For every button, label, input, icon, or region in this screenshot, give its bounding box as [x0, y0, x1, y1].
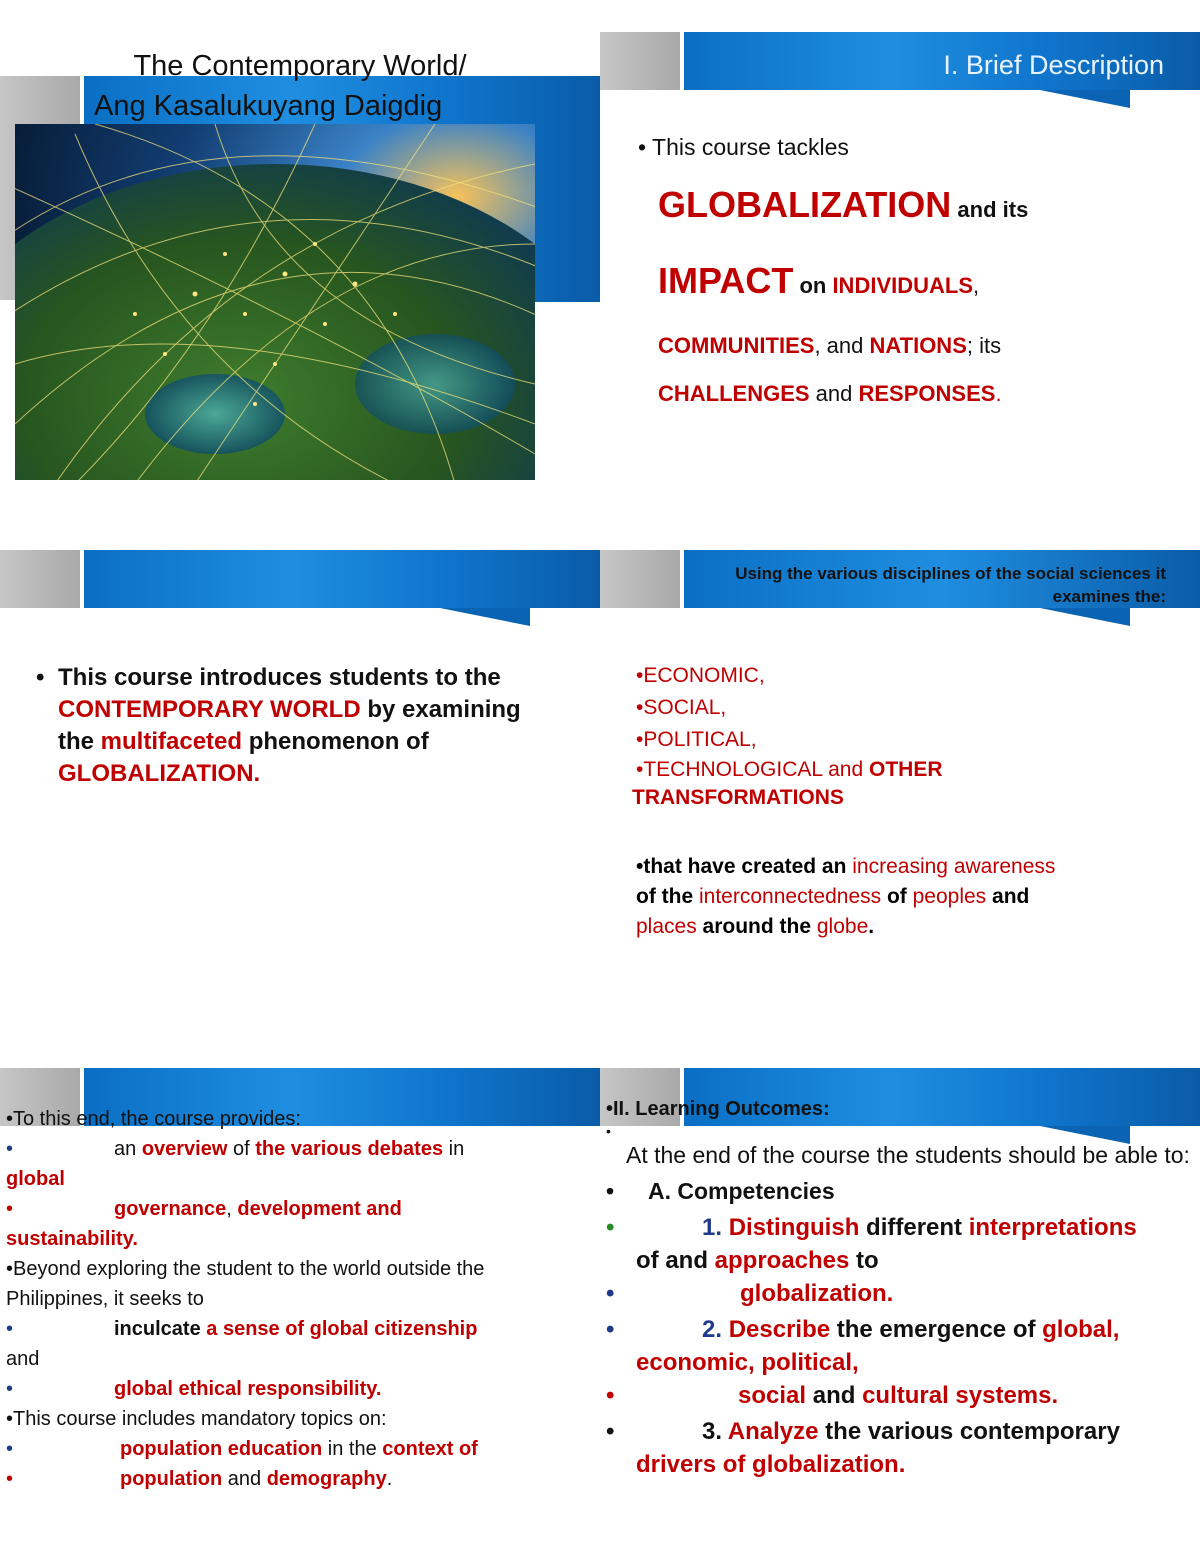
introduction-body [36, 662, 536, 790]
list-item: TRANSFORMATIONS [632, 786, 844, 809]
challenges-line: CHALLENGES and RESPONSES. [658, 381, 1002, 406]
learning-outcomes-body: •II. Learning Outcomes: • At the end of the course the students should be able to: • A. Competencies • 1. Distinguish different interpretations of and approaches to • globalization. • 2. Describe the emergence of global, economic, political, • social and cultural systems. • 3. Analyze the various contemporary drivers of globalization. [606, 1096, 1196, 1480]
list-item: • 3. Analyze the various contemporary [606, 1418, 1120, 1445]
slide-title-text [80, 46, 520, 126]
list-item: • 2. Describe the emergence of global, [606, 1316, 1120, 1343]
text-line: • inculcate a sense of global citizenship [6, 1318, 478, 1340]
text-line: • global ethical responsibility. [6, 1378, 382, 1400]
course-provides-body [6, 1104, 566, 1494]
section-heading: I. Brief Description [943, 50, 1164, 80]
globe-network-image [15, 124, 535, 480]
gray-tab [600, 32, 680, 90]
slide-course-provides [0, 1068, 600, 1518]
blue-band [84, 550, 600, 608]
awareness-paragraph: •that have created an increasing awareness of the interconnectedness of peoples and places around the globe. [636, 855, 1056, 938]
slide-introduction [0, 550, 600, 1030]
intro-bullet: • This course introduces students to the CONTEMPORARY WORLD by examining the multifaceted phenomenon of GLOBALIZATION. [36, 664, 521, 787]
slide-brief-description [600, 32, 1200, 512]
slide-disciplines [600, 550, 1200, 1030]
transformations-list [632, 660, 1176, 942]
section-heading: Using the various disciplines of the social sciences it examines the: [735, 564, 1166, 606]
text-line: • governance, development and [6, 1198, 402, 1220]
list-item: •SOCIAL, [636, 696, 727, 719]
text-line: •This course includes mandatory topics on: [6, 1408, 387, 1430]
list-item: •POLITICAL, [636, 728, 757, 751]
banner-tail [440, 608, 530, 626]
banner-tail [1040, 608, 1130, 626]
slide-title [0, 0, 600, 480]
intro-line: • This course tackles [638, 134, 849, 160]
intro-line: At the end of the course the students should be able to: [626, 1142, 1190, 1168]
text-line: and [6, 1348, 40, 1370]
globalization-line: GLOBALIZATION and its [658, 184, 1029, 225]
title-line-1: The Contemporary World/ [133, 50, 467, 82]
text-line: •To this end, the course provides: [6, 1108, 301, 1130]
list-item: •ECONOMIC, [636, 664, 765, 687]
text-line: •Beyond exploring the student to the world outside the Philippines, it seeks to [6, 1258, 485, 1310]
competencies-heading: • A. Competencies [606, 1178, 835, 1204]
outcome-list: • 1. Distinguish different interpretations of and approaches to • globalization. • 2. Describe the emergence of global, economic, political, • social and cultural systems. • 3. Analyze the various contemporary drivers of globalization. [606, 1210, 1196, 1480]
impact-line: IMPACT on INDIVIDUALS, [658, 260, 980, 301]
list-item: • social and cultural systems. [606, 1382, 1059, 1409]
list-item: • 1. Distinguish different interpretations [606, 1214, 1137, 1241]
text-line: • an overview of the various debates in [6, 1138, 465, 1160]
text-line: sustainability. [6, 1228, 138, 1250]
list-item: •TECHNOLOGICAL and OTHER [636, 758, 943, 781]
section-heading: •II. Learning Outcomes: [606, 1098, 830, 1120]
list-item: • globalization. [606, 1280, 894, 1307]
text-line: • population education in the context of [6, 1438, 478, 1460]
text-line: global [6, 1168, 65, 1190]
communities-line: COMMUNITIES, and NATIONS; its [658, 333, 1002, 358]
text-line: • population and demography. [6, 1468, 393, 1490]
slide-learning-outcomes [600, 1068, 1200, 1520]
title-line-2: Ang Kasalukuyang Daigdig [94, 90, 443, 122]
gray-tab [0, 550, 80, 608]
brief-description-body [638, 130, 1178, 414]
banner-tail [1040, 90, 1130, 108]
